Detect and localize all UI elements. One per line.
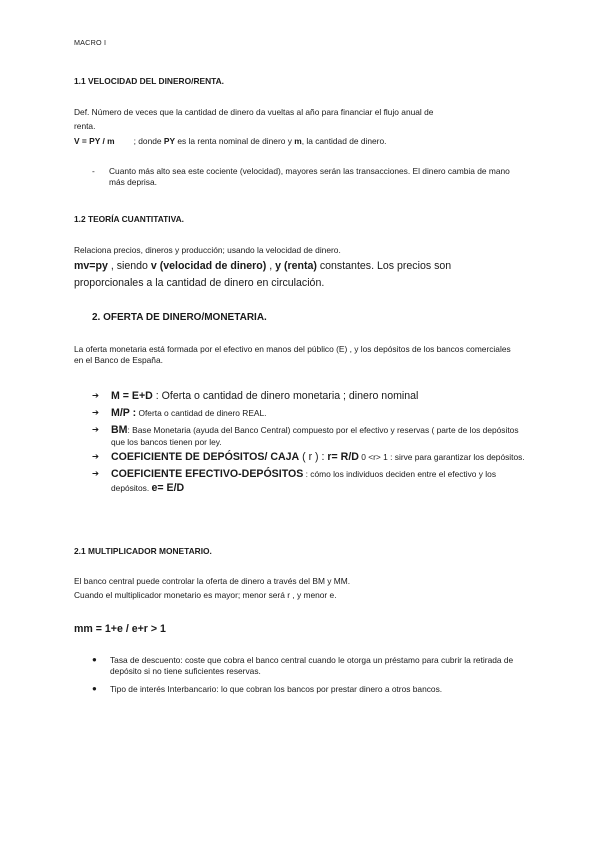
- list-item: [92, 451, 532, 465]
- bullet-text: Tasa de descuento: coste que cobra el banco central cuando le otorga un préstamo para cubrir la retirada de depósito si no tiene suficientes reservas.: [110, 655, 514, 676]
- arrow-icon: ➔: [92, 467, 100, 478]
- formula-text: ; donde: [133, 136, 164, 146]
- arrow-icon: ➔: [92, 423, 100, 434]
- formula-text: ,: [266, 260, 276, 272]
- list-item: [92, 407, 532, 421]
- list-item: [92, 390, 532, 404]
- term-cash-deposit-coefficient: COEFICIENTE EFECTIVO-DEPÓSITOS: [111, 467, 304, 480]
- term-mp: M/P :: [111, 406, 137, 419]
- velocity-term: v (velocidad de dinero): [150, 260, 267, 272]
- section-2-1-title: 2.1 MULTIPLICADOR MONETARIO.: [74, 546, 212, 556]
- section-2-title: 2. OFERTA DE DINERO/MONETARIA.: [92, 312, 267, 323]
- money-supply-list: [92, 390, 532, 496]
- arrow-icon: ➔: [92, 406, 100, 417]
- dash-list-item: [92, 166, 522, 188]
- page-header: MACRO I: [74, 38, 107, 47]
- term-definition: 0 <r> 1 : sirve para garantizar los depósitos.: [358, 452, 525, 463]
- bullet-icon: ●: [92, 655, 97, 664]
- multiplier-formula: mm = 1+e / e+r > 1: [74, 623, 166, 635]
- definition-line-2: renta.: [74, 121, 96, 131]
- quantity-theory-line-3: proporcionales a la cantidad de dinero en circulación.: [74, 277, 325, 289]
- term-formula: e= E/D: [151, 481, 185, 494]
- arrow-icon: ➔: [92, 390, 100, 400]
- term-definition: Oferta o cantidad de dinero REAL.: [136, 407, 267, 418]
- term-formula: r= R/D: [327, 451, 359, 464]
- bullet-text: Tipo de interés Interbancario: lo que cobran los bancos por prestar dinero a otros bancos.: [110, 683, 443, 694]
- velocity-formula: V = PY / m: [74, 136, 115, 146]
- formula-m: m: [294, 136, 302, 146]
- term-definition: : Base Monetaria (ayuda del Banco Central) compuesto por el efectivo y reservas ( parte de los depósitos que los bancos tienen por ley.: [111, 424, 519, 448]
- bullet-icon: ●: [92, 683, 97, 693]
- term-reserve-coefficient: COEFICIENTE DE DEPÓSITOS/ CAJA: [111, 451, 300, 464]
- term-m: M = E+D: [111, 390, 153, 402]
- income-term: y (renta): [275, 260, 317, 272]
- formula-text: , la cantidad de dinero.: [301, 136, 387, 146]
- term-symbol: ( r ) :: [299, 451, 328, 464]
- dash-marker: -: [92, 166, 95, 176]
- formula-text: constantes. Los precios son: [316, 260, 452, 272]
- list-item: [92, 684, 522, 695]
- velocity-formula-line: [74, 136, 524, 147]
- list-item: [92, 468, 532, 496]
- dash-item-text: Cuanto más alto sea este cociente (velocidad), mayores serán las transacciones. El dinero cambia de mano más deprisa.: [109, 166, 510, 187]
- multiplier-bullet-list: [92, 655, 522, 702]
- money-supply-intro: La oferta monetaria está formada por el efectivo en manos del público (E) , y los depósitos de los bancos comerciales en el Banco de España.: [74, 344, 511, 365]
- section-1-1-title: 1.1 VELOCIDAD DEL DINERO/RENTA.: [74, 76, 224, 86]
- multiplier-line-1: El banco central puede controlar la oferta de dinero a través del BM y MM.: [74, 576, 351, 586]
- quantity-theory-line-1: Relaciona precios, dineros y producción; usando la velocidad de dinero.: [74, 245, 341, 255]
- term-definition: : Oferta o cantidad de dinero monetaria ; dinero nominal: [152, 390, 419, 402]
- formula-py: PY: [163, 136, 176, 146]
- list-item: [92, 424, 532, 449]
- formula-text: es la renta nominal de dinero y: [175, 136, 295, 146]
- quantity-theory-formula-line: [74, 260, 524, 274]
- term-definition: : cómo los individuos deciden entre el efectivo y los depósitos.: [111, 468, 497, 493]
- mv-formula: mv=py: [74, 260, 108, 272]
- definition-line-1: Def. Número de veces que la cantidad de dinero da vueltas al año para financiar el flujo anual de: [74, 107, 434, 117]
- list-item: [92, 655, 522, 677]
- term-bm: BM: [111, 423, 128, 436]
- formula-text: , siendo: [107, 260, 151, 272]
- multiplier-line-2: Cuando el multiplicador monetario es mayor; menor será r , y menor e.: [74, 590, 337, 600]
- section-1-2-title: 1.2 TEORÍA CUANTITATIVA.: [74, 214, 184, 224]
- arrow-icon: ➔: [92, 451, 100, 462]
